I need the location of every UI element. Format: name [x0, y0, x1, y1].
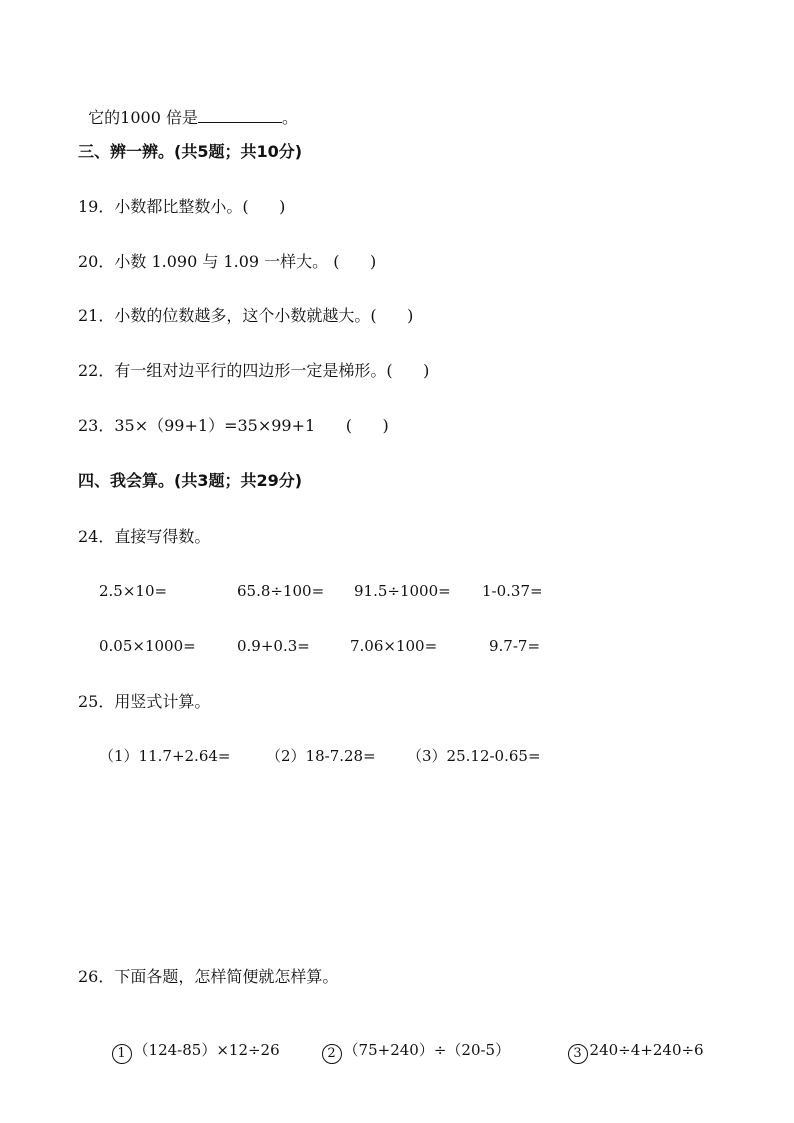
calc-item: 1-0.37= — [482, 582, 543, 600]
calc-item: 9.7-7= — [489, 637, 541, 655]
simplify-item-2 — [312, 1020, 510, 1064]
question-22: 22．有一组对边平行的四边形一定是梯形。( ) — [78, 361, 430, 380]
vertical-calc-item: （3）25.12-0.65= — [407, 747, 541, 765]
simplify-expr: （124-85）×12÷26 — [133, 1041, 280, 1059]
question-19: 19．小数都比整数小。( ) — [78, 197, 286, 216]
simplify-expr: 240÷4+240÷6 — [589, 1041, 704, 1059]
vertical-calc-item: （2）18-7.28= — [266, 747, 376, 765]
calc-item: 0.9+0.3= — [237, 637, 310, 655]
question-23: 23．35×（99+1）=35×99+1 ( ) — [78, 416, 389, 435]
calc-item: 0.05×1000= — [99, 637, 196, 655]
question-20: 20．小数 1.090 与 1.09 一样大。 ( ) — [78, 252, 377, 271]
calc-item: 2.5×10= — [99, 582, 168, 600]
simplify-expr: （75+240）÷（20-5） — [343, 1041, 511, 1059]
circled-number-1: 1 — [112, 1044, 132, 1064]
circled-number-3: 3 — [568, 1044, 588, 1064]
simplify-item-1 — [102, 1020, 280, 1064]
question-24-label: 24．直接写得数。 — [78, 527, 211, 546]
question-26-label: 26．下面各题，怎样简便就怎样算。 — [78, 967, 339, 986]
q18-text: 它的1000 倍是 — [88, 108, 198, 127]
question-25-label: 25．用竖式计算。 — [78, 692, 211, 711]
answer-blank[interactable] — [198, 108, 282, 123]
calc-item: 65.8÷100= — [237, 582, 325, 600]
question-21: 21．小数的位数越多，这个小数就越大。( ) — [78, 306, 414, 325]
section-4-heading: 四、我会算。(共3题；共29分) — [78, 471, 303, 490]
simplify-item-3 — [558, 1020, 704, 1064]
q18-continuation — [78, 88, 298, 128]
vertical-calc-item: （1）11.7+2.64= — [99, 747, 231, 765]
circled-number-2: 2 — [322, 1044, 342, 1064]
q18-period: 。 — [281, 108, 298, 127]
calc-item: 7.06×100= — [350, 637, 438, 655]
section-3-heading: 三、辨一辨。(共5题；共10分) — [78, 142, 303, 161]
calc-item: 91.5÷1000= — [354, 582, 451, 600]
